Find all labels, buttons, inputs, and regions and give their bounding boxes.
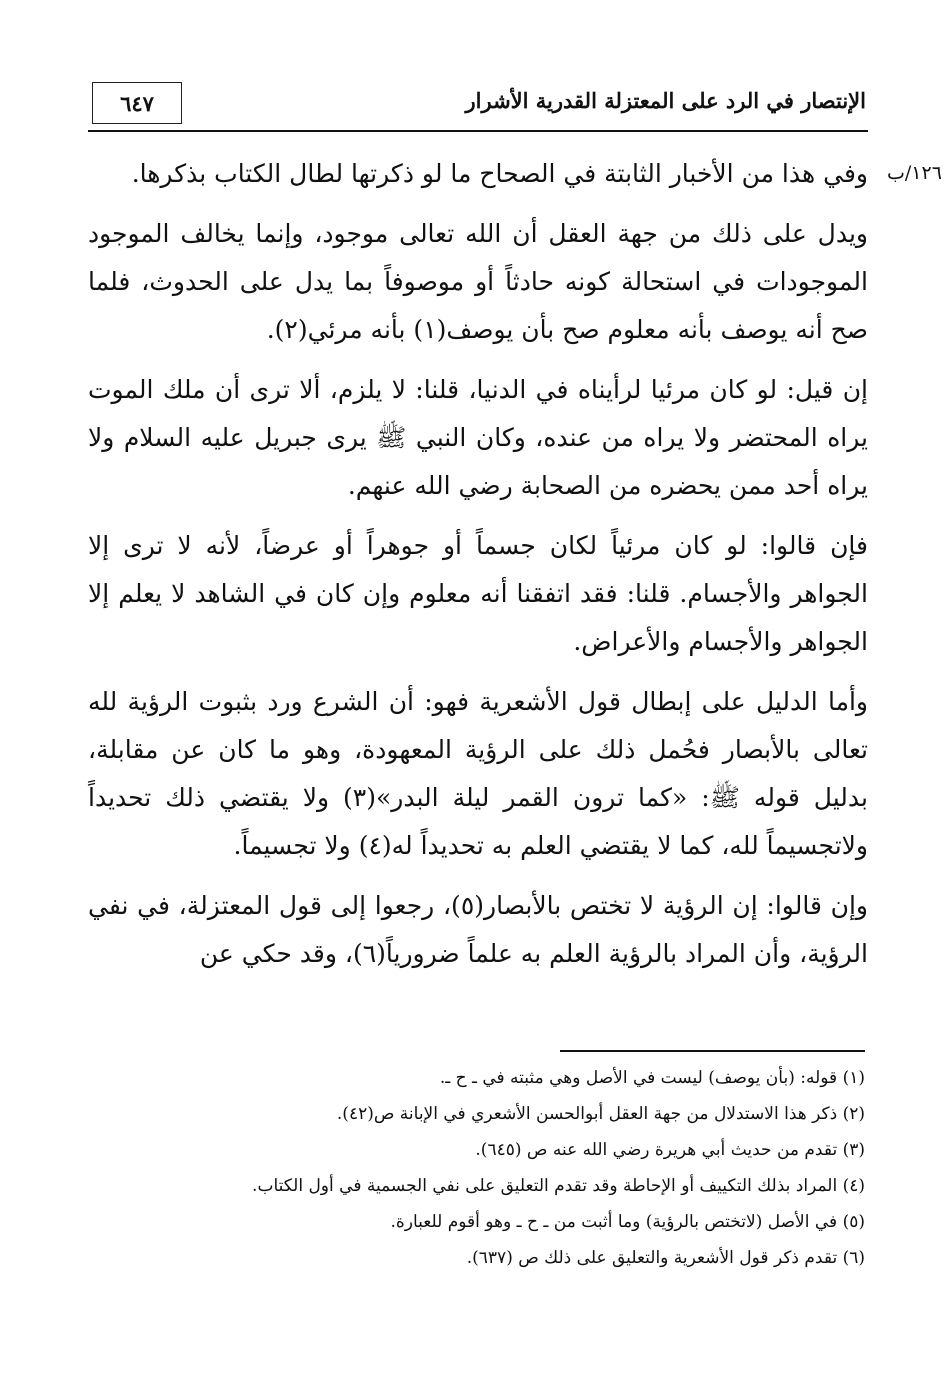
manuscript-folio-reference: ١٢٦/ب: [887, 162, 942, 184]
footnote-separator: [560, 1050, 865, 1052]
footnote: (٣) تقدم من حديث أبي هريرة رضي الله عنه ص (٦٤٥).: [475, 1140, 865, 1160]
running-title: الإنتصار في الرد على المعتزلة القدرية الأشرار: [465, 88, 866, 113]
paragraph: إن قيل: لو كان مرئيا لرأيناه في الدنيا، قلنا: لا يلزم، ألا ترى أن ملك الموت يراه المحتضر ولا يراه من عنده، وكان النبي ﷺ يرى جبريل عليه السلام ولا يراه أحد ممن يحضره من الصحابة رضي الله عنهم.: [88, 375, 868, 500]
paragraph: وأما الدليل على إبطال قول الأشعرية فهو: أن الشرع ورد بثبوت الرؤية لله تعالى بالأبصار فحُمل ذلك على الرؤية المعهودة، وهو ما كان عن مقابلة، بدليل قوله ﷺ: «كما ترون القمر ليلة البدر»(٣) ولا يقتضي ذلك تحديداً ولاتجسيماً لله، كما لا يقتضي العلم به تحديداً له(٤) ولا تجسيماً.: [88, 687, 868, 860]
footnote: (١) قوله: (بأن يوصف) ليست في الأصل وهي مثبته في ـ ح ـ.: [439, 1068, 865, 1088]
page-number: ٦٤٧: [92, 82, 182, 124]
paragraph: وإن قالوا: إن الرؤية لا تختص بالأبصار(٥)، رجعوا إلى قول المعتزلة، في نفي الرؤية، وأن المراد بالرؤية العلم به علماً ضرورياً(٦)، وقد حكي عن: [88, 891, 868, 968]
page-header: [88, 80, 868, 132]
main-text: [88, 150, 868, 990]
paragraph: فإن قالوا: لو كان مرئياً لكان جسماً أو جوهراً أو عرضاً، لأنه لا ترى إلا الجواهر والأجسام. قلنا: فقد اتفقنا أنه معلوم وإن كان في الشاهد لا يعلم إلا الجواهر والأجسام والأعراض.: [88, 531, 868, 656]
footnote: (٥) في الأصل (لاتختص بالرؤية) وما أثبت من ـ ح ـ وهو أقوم للعبارة.: [390, 1212, 865, 1232]
footnote: (٤) المراد بذلك التكييف أو الإحاطة وقد تقدم التعليق على نفي الجسمية في أول الكتاب.: [252, 1176, 865, 1196]
footnote: (٦) تقدم ذكر قول الأشعرية والتعليق على ذلك ص (٦٣٧).: [466, 1248, 865, 1268]
paragraph: ويدل على ذلك من جهة العقل أن الله تعالى موجود، وإنما يخالف الموجود الموجودات في استحالة كونه حادثاً أو موصوفاً بما يدل على الحدوث، فلما صح أنه يوصف بأنه معلوم صح بأن يوصف(١) بأنه مرئي(٢).: [88, 219, 868, 344]
footnotes: [150, 1060, 865, 1276]
footnote: (٢) ذكر هذا الاستدلال من جهة العقل أبوالحسن الأشعري في الإبانة ص(٤٢).: [336, 1104, 865, 1124]
paragraph: وفي هذا من الأخبار الثابتة في الصحاح ما لو ذكرتها لطال الكتاب بذكرها.: [131, 159, 868, 188]
